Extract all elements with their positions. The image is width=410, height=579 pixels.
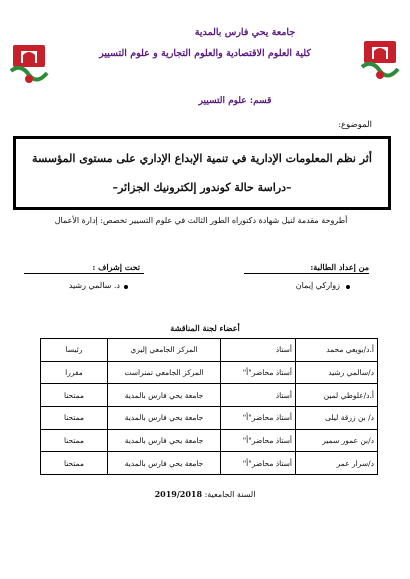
jury-member-role: ممتحنا — [41, 452, 108, 475]
jury-member-role: رئيسا — [41, 339, 108, 362]
jury-title: أعضاء لجنة المناقشة — [170, 323, 240, 333]
jury-member-role: مقررا — [41, 361, 108, 384]
jury-table — [40, 338, 378, 475]
prepared-by-underline — [244, 273, 369, 274]
thesis-title-line2: –دراسة حالة كوندور إلكترونيك الجزائر– — [112, 181, 292, 194]
jury-row — [41, 361, 378, 384]
student-name: زواركي إيمان — [295, 281, 340, 290]
jury-member-institution: المركز الجامعي تمنراست — [108, 361, 221, 384]
supervisor-name: د. سالمي رشيد — [68, 281, 120, 290]
jury-member-name: د/سرار عمر — [296, 452, 378, 475]
jury-member-institution: المركز الجامعي إليزي — [108, 339, 221, 362]
jury-member-institution: جامعة يحي فارس بالمدية — [108, 384, 221, 407]
academic-year-label: السنة الجامعية: — [204, 490, 256, 499]
faculty-name: كلية العلوم الاقتصادية والعلوم التجارية و علوم التسيير — [99, 48, 311, 59]
jury-member-institution: جامعة يحي فارس بالمدية — [108, 406, 221, 429]
jury-row — [41, 384, 378, 407]
jury-member-rank: أستاذ محاضر"أ" — [221, 429, 296, 452]
jury-member-name: د/سالمي رشيد — [296, 361, 378, 384]
thesis-title-line1: أثر نظم المعلومات الإدارية في تنمية الإبداع الإداري على مستوى المؤسسة — [32, 152, 372, 165]
jury-member-name: أ.د/بويعي محمد — [296, 339, 378, 362]
jury-member-name: د/ بن زرقة ليلى — [296, 406, 378, 429]
jury-member-institution: جامعة يحي فارس بالمدية — [108, 452, 221, 475]
jury-member-rank: أستاذ — [221, 384, 296, 407]
jury-row — [41, 339, 378, 362]
jury-member-name: د/بن عمور سمير — [296, 429, 378, 452]
university-logo-right-icon — [358, 37, 402, 81]
supervisor-heading: تحت إشراف : — [92, 262, 140, 272]
jury-row — [41, 429, 378, 452]
jury-member-name: أ.د/علوطي لمين — [296, 384, 378, 407]
prepared-by-heading: من إعداد الطالبة: — [310, 262, 369, 272]
jury-member-role: ممتحنا — [41, 429, 108, 452]
jury-member-rank: أستاذ محاضر"أ" — [221, 361, 296, 384]
jury-row — [41, 406, 378, 429]
department-name: قسم: علوم التسيير — [198, 96, 272, 106]
jury-row — [41, 452, 378, 475]
title-box — [13, 136, 391, 210]
thesis-description: أطروحة مقدمة لنيل شهادة دكتوراه الطور الثالث في علوم التسيير تخصص: إدارة الأعمال — [54, 216, 348, 225]
jury-member-rank: أستاذ — [221, 339, 296, 362]
university-logo-left-icon — [7, 41, 51, 85]
academic-year — [150, 489, 260, 499]
supervisor-bullet-icon — [124, 285, 128, 289]
university-name: جامعة يحي فارس بالمدية — [194, 27, 296, 38]
student-bullet-icon — [346, 285, 350, 289]
academic-year-value: 2019/2018 — [154, 489, 203, 499]
jury-member-rank: أستاذ محاضر"أ" — [221, 452, 296, 475]
jury-member-institution: جامعة يحي فارس بالمدية — [108, 429, 221, 452]
jury-member-rank: أستاذ محاضر"أ" — [221, 406, 296, 429]
jury-member-role: ممتحنا — [41, 384, 108, 407]
supervisor-underline — [24, 273, 144, 274]
jury-member-role: ممتحنا — [41, 406, 108, 429]
subject-label: الموضوع: — [338, 120, 372, 130]
